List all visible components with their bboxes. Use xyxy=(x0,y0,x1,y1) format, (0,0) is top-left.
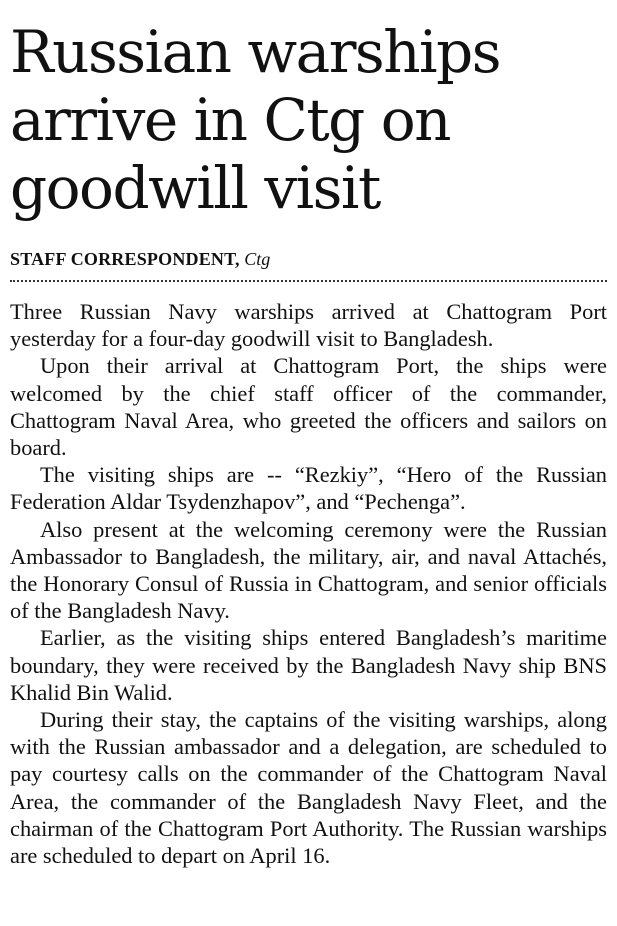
dotted-divider xyxy=(10,280,607,282)
paragraph: During their stay, the captains of the visiting warships, along with the Russian ambassador and a delegation, are scheduled to pay courtesy calls on the commander of the Chattogram Naval Area, the commander of the Bangladesh Navy Fleet, and the chairman of the Chattogram Port Authority. The Russian warships are scheduled to depart on April 16. xyxy=(10,707,607,869)
paragraph: Earlier, as the visiting ships entered Bangladesh’s maritime boundary, they were received by the Bangladesh Navy ship BNS Khalid Bin Walid. xyxy=(10,625,607,705)
news-article xyxy=(10,18,607,869)
byline xyxy=(10,248,607,270)
headline: Russian warships arrive in Ctg on goodwill visit xyxy=(10,18,500,222)
article-body xyxy=(10,298,607,869)
paragraph: Also present at the welcoming ceremony were the Russian Ambassador to Bangladesh, the military, air, and naval Attachés, the Honorary Consul of Russia in Chattogram, and senior officials of the Bangladesh Navy. xyxy=(10,516,607,624)
paragraph: Three Russian Navy warships arrived at Chattogram Port yesterday for a four-day goodwill visit to Bangladesh. xyxy=(10,299,607,352)
paragraph: The visiting ships are -- “Rezkiy”, “Hero of the Russian Federation Aldar Tsydenzhapov”, and “Pechenga”. xyxy=(10,462,607,515)
byline-author: STAFF CORRESPONDENT, xyxy=(10,249,240,269)
byline-location: Ctg xyxy=(244,249,271,269)
paragraph: Upon their arrival at Chattogram Port, the ships were welcomed by the chief staff officer of the commander, Chattogram Naval Area, who greeted the officers and sailors on board. xyxy=(10,353,607,461)
